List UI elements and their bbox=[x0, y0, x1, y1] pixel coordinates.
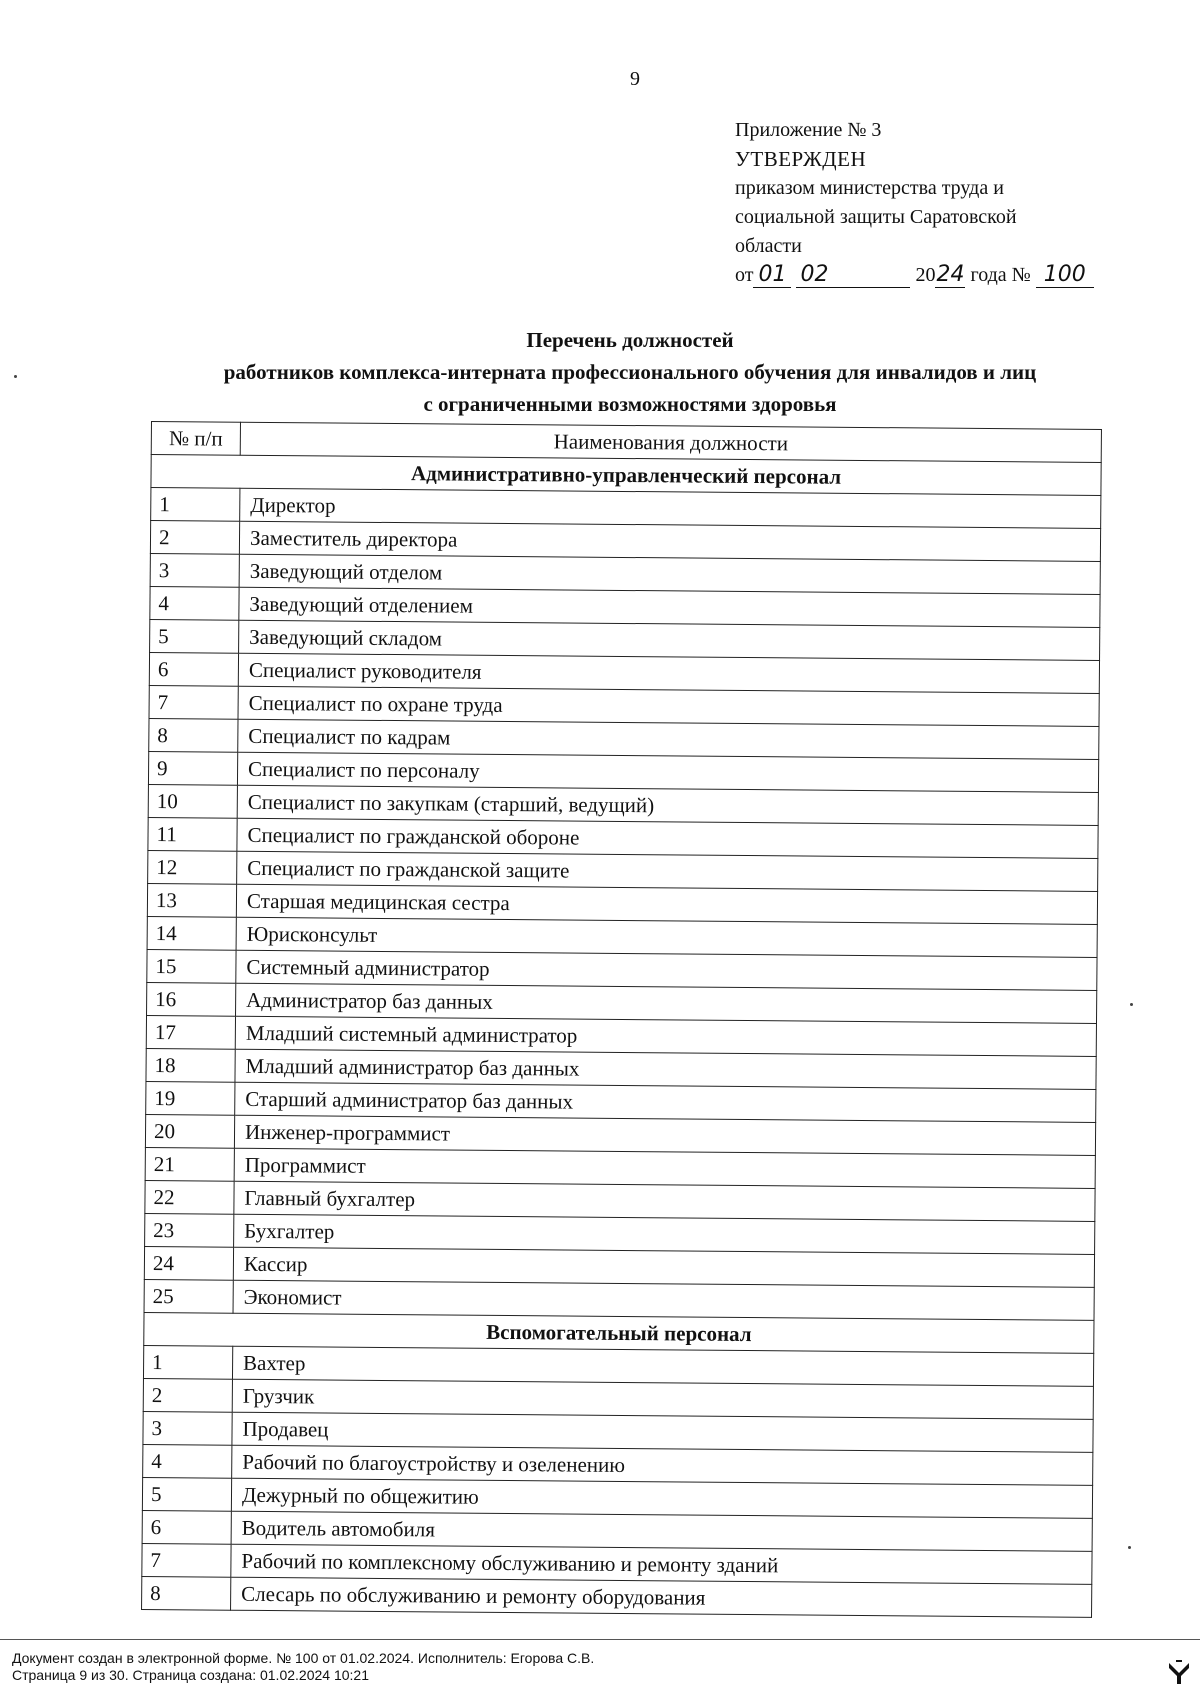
position-name: Специалист по закупкам (старший, ведущий) bbox=[237, 785, 1098, 825]
handwritten-day: 01 bbox=[753, 263, 791, 288]
row-number: 1 bbox=[143, 1345, 232, 1379]
row-number: 24 bbox=[144, 1246, 233, 1280]
position-name: Директор bbox=[240, 488, 1101, 528]
row-number: 6 bbox=[142, 1510, 231, 1544]
footer-line-1: Документ создан в электронной форме. № 100 от 01.02.2024. Исполнитель: Егорова С.В. bbox=[12, 1650, 595, 1666]
row-number: 13 bbox=[147, 883, 236, 917]
position-name: Юрисконсульт bbox=[236, 917, 1097, 957]
row-number: 2 bbox=[143, 1378, 232, 1412]
positions-table bbox=[141, 421, 1102, 1618]
footer-divider bbox=[0, 1639, 1200, 1640]
row-number: 15 bbox=[147, 949, 236, 983]
row-number: 11 bbox=[148, 817, 237, 851]
table-row bbox=[142, 1576, 1092, 1617]
position-name: Бухгалтер bbox=[234, 1214, 1095, 1254]
position-name: Кассир bbox=[233, 1247, 1094, 1287]
row-number: 8 bbox=[149, 718, 238, 752]
position-name: Продавец bbox=[232, 1412, 1093, 1452]
row-number: 16 bbox=[147, 982, 236, 1016]
position-name: Слесарь по обслуживанию и ремонту оборудования bbox=[231, 1577, 1092, 1617]
position-name: Администратор баз данных bbox=[236, 983, 1097, 1023]
position-name: Рабочий по благоустройству и озеленению bbox=[232, 1445, 1093, 1485]
title-line-1: Перечень должностей bbox=[526, 328, 734, 352]
row-number: 25 bbox=[144, 1279, 233, 1313]
document-title bbox=[150, 324, 1110, 420]
position-name: Специалист руководителя bbox=[238, 653, 1099, 693]
row-number: 7 bbox=[149, 685, 238, 719]
header-position: Наименования должности bbox=[240, 422, 1101, 462]
page-number: 9 bbox=[630, 68, 640, 90]
header-number: № п/п bbox=[151, 422, 240, 456]
position-name: Младший администратор баз данных bbox=[235, 1049, 1096, 1089]
row-number: 10 bbox=[148, 784, 237, 818]
footer-line-2: Страница 9 из 30. Страница создана: 01.02.2024 10:21 bbox=[12, 1667, 369, 1683]
position-name: Старший администратор баз данных bbox=[235, 1082, 1096, 1122]
position-name: Системный администратор bbox=[236, 950, 1097, 990]
position-name: Заведующий отделом bbox=[239, 554, 1100, 594]
position-name: Специалист по персоналу bbox=[237, 752, 1098, 792]
approval-date-line bbox=[735, 261, 1135, 290]
position-name: Заведующий отделением bbox=[239, 587, 1100, 627]
stamp-logo-icon bbox=[1166, 1660, 1192, 1686]
position-name: Заместитель директора bbox=[239, 521, 1100, 561]
row-number: 1 bbox=[151, 488, 240, 522]
scan-speck bbox=[14, 375, 17, 378]
position-name: Специалист по гражданской обороне bbox=[237, 818, 1098, 858]
title-line-2: работников комплекса-интерната профессионального обучения для инвалидов и лиц bbox=[223, 360, 1037, 384]
position-name: Инженер-программист bbox=[234, 1115, 1095, 1155]
row-number: 14 bbox=[147, 916, 236, 950]
position-name: Дежурный по общежитию bbox=[231, 1478, 1092, 1518]
position-name: Главный бухгалтер bbox=[234, 1181, 1095, 1221]
position-name: Старшая медицинская сестра bbox=[236, 884, 1097, 924]
position-name: Рабочий по комплексному обслуживанию и ремонту зданий bbox=[231, 1544, 1092, 1584]
row-number: 9 bbox=[148, 751, 237, 785]
position-name: Грузчик bbox=[232, 1379, 1093, 1419]
number-label: года № bbox=[970, 264, 1031, 286]
approval-block bbox=[735, 116, 1135, 290]
position-name: Специалист по охране труда bbox=[238, 686, 1099, 726]
approval-line-3: области bbox=[735, 235, 802, 257]
approved-label: УТВЕРЖДЕН bbox=[735, 147, 867, 171]
row-number: 20 bbox=[145, 1114, 234, 1148]
date-prefix: от bbox=[735, 264, 754, 286]
row-number: 19 bbox=[146, 1081, 235, 1115]
section-title: Вспомогательный персонал bbox=[144, 1312, 1094, 1353]
handwritten-month: 02 bbox=[796, 263, 910, 288]
title-line-3: с ограниченными возможностями здоровья bbox=[423, 392, 837, 416]
position-name: Специалист по кадрам bbox=[238, 719, 1099, 759]
scan-speck bbox=[1130, 1003, 1133, 1006]
row-number: 4 bbox=[150, 586, 239, 620]
row-number: 2 bbox=[150, 521, 239, 555]
row-number: 18 bbox=[146, 1048, 235, 1082]
row-number: 3 bbox=[143, 1411, 232, 1445]
position-name: Специалист по гражданской защите bbox=[237, 851, 1098, 891]
row-number: 5 bbox=[142, 1477, 231, 1511]
position-name: Младший системный администратор bbox=[235, 1016, 1096, 1056]
row-number: 6 bbox=[149, 652, 238, 686]
handwritten-year: 24 bbox=[936, 262, 965, 287]
table-body bbox=[142, 455, 1102, 1618]
scan-speck bbox=[1128, 1546, 1131, 1549]
row-number: 5 bbox=[150, 619, 239, 653]
position-name: Заведующий складом bbox=[239, 620, 1100, 660]
row-number: 3 bbox=[150, 553, 239, 587]
section-title: Административно-управленческий персонал bbox=[151, 455, 1101, 496]
row-number: 7 bbox=[142, 1543, 231, 1577]
position-name: Вахтер bbox=[232, 1346, 1093, 1386]
year-prefix: 20 bbox=[915, 264, 936, 286]
row-number: 12 bbox=[148, 850, 237, 884]
row-number: 23 bbox=[145, 1213, 234, 1247]
handwritten-number: 100 bbox=[1036, 263, 1094, 288]
row-number: 8 bbox=[142, 1576, 231, 1610]
row-number: 22 bbox=[145, 1180, 234, 1214]
row-number: 4 bbox=[143, 1444, 232, 1478]
footer bbox=[12, 1650, 594, 1684]
approval-line-1: приказом министерства труда и bbox=[735, 177, 1004, 199]
position-name: Экономист bbox=[233, 1280, 1094, 1320]
position-name: Программист bbox=[234, 1148, 1095, 1188]
position-name: Водитель автомобиля bbox=[231, 1511, 1092, 1551]
appendix-label: Приложение № 3 bbox=[735, 119, 882, 141]
row-number: 21 bbox=[145, 1147, 234, 1181]
row-number: 17 bbox=[146, 1015, 235, 1049]
approval-line-2: социальной защиты Саратовской bbox=[735, 206, 1017, 228]
